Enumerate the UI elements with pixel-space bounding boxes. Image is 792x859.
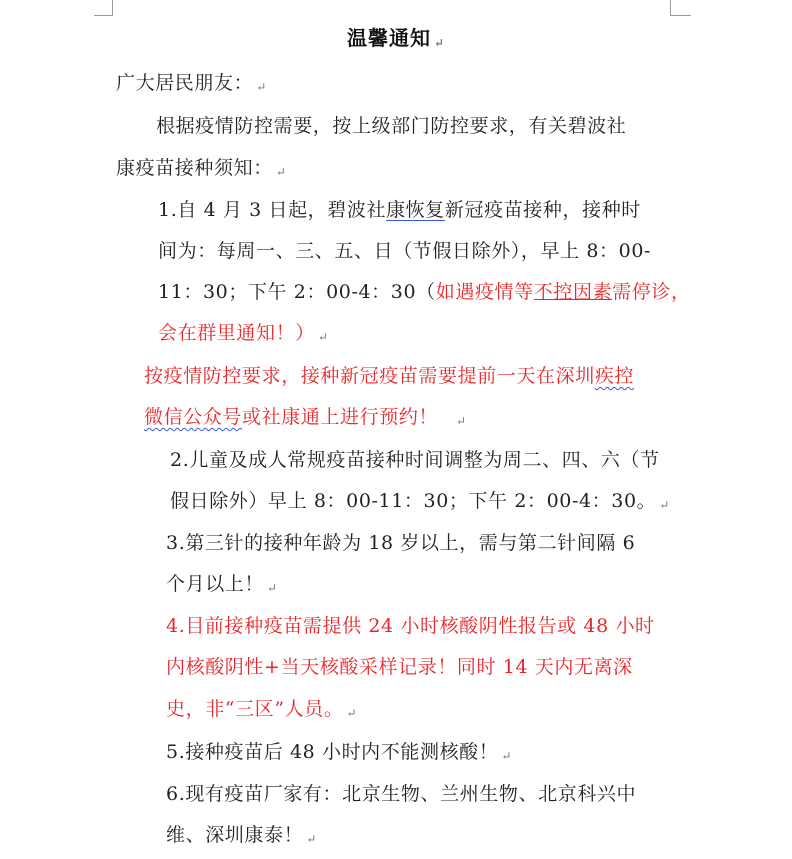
item1-line-4: 会在群里通知！） ↵: [158, 322, 329, 344]
item2-line-2: 假日除外）早上 8：00-11：30；下午 2：00-4：30。 ↵: [170, 490, 670, 512]
item4-line-3: 史，非“三区”人员。 ↵: [166, 698, 358, 720]
spellcheck-underline: 疾控: [594, 365, 635, 387]
item3-line-2: 个月以上！ ↵: [166, 573, 278, 595]
item5-line: 5.接种疫苗后 48 小时内不能测核酸！ ↵: [166, 741, 513, 763]
item1-line-3: 11：30；下午 2：00-4：30（如遇疫情等不控因素需停诊，: [158, 281, 691, 303]
underlined-red-text: 不控因素: [533, 281, 613, 303]
item3-line-1: 3.第三针的接种年龄为 18 岁以上，需与第二针间隔 6: [166, 532, 636, 554]
intro-line-1: 根据疫情防控需要，按上级部门防控要求，有关碧波社: [156, 115, 627, 137]
underlined-text: 康恢复: [386, 199, 445, 221]
item6-line-2: 维、深圳康泰！ ↵: [166, 824, 317, 846]
item1-line-2: 间为：每周一、三、五、日（节假日除外），早上 8：00-: [158, 240, 652, 262]
item6-line-1: 6.现有疫苗厂家有：北京生物、兰州生物、北京科兴中: [166, 783, 637, 805]
greeting: 广大居民朋友： ↵: [116, 72, 267, 94]
notice-line-1: 按疫情防控要求，接种新冠疫苗需要提前一天在深圳疾控: [144, 365, 635, 387]
paragraph-mark: ↵: [433, 36, 446, 50]
spellcheck-underline: 微信公众号: [144, 406, 243, 428]
item1-line-1: 1.自 4 月 3 日起，碧波社康恢复新冠疫苗接种，接种时: [158, 199, 641, 221]
item4-line-1: 4.目前接种疫苗需提供 24 小时核酸阴性报告或 48 小时: [166, 615, 655, 637]
page-title: 温馨通知 ↵: [346, 26, 446, 50]
intro-line-2: 康疫苗接种须知： ↵: [116, 157, 287, 179]
notice-line-2: 微信公众号或社康通上进行预约！ ↵: [144, 406, 467, 428]
item2-line-1: 2.儿童及成人常规疫苗接种时间调整为周二、四、六（节: [170, 449, 660, 471]
item4-line-2: 内核酸阴性+当天核酸采样记录！同时 14 天内无离深: [166, 656, 633, 678]
